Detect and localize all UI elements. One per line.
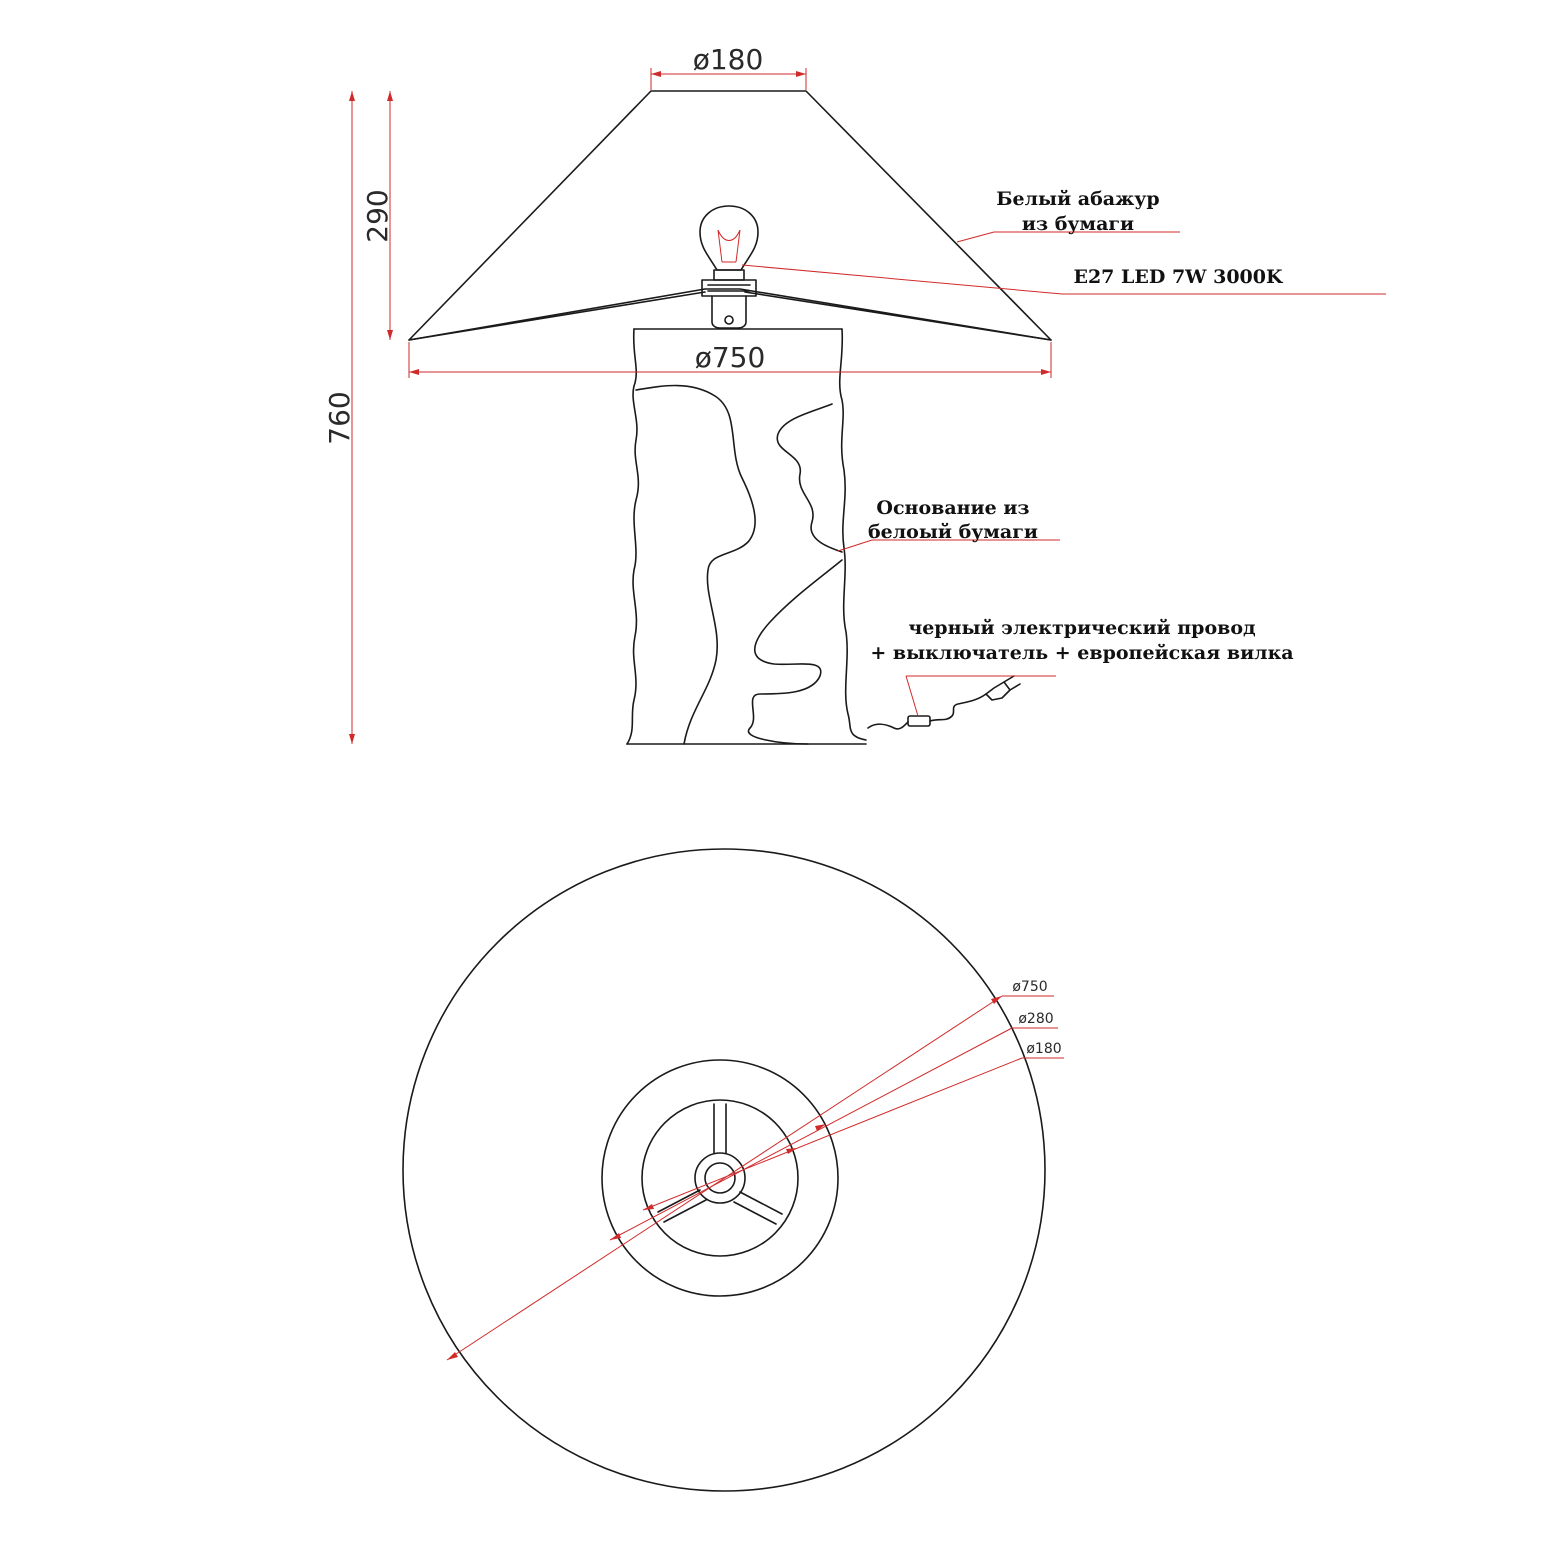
shade-inner-edge <box>745 292 1051 340</box>
lampshade <box>409 91 1051 340</box>
top-view <box>403 849 1064 1491</box>
socket-ring-outer <box>695 1153 745 1203</box>
dim-shade-height: 290 <box>361 189 394 243</box>
dim-total-height: 760 <box>323 391 356 445</box>
label-base-line1: Основание из <box>876 497 1030 519</box>
dim-top-diameter: ø180 <box>692 43 764 76</box>
dim-outer-diameter: ø750 <box>1012 979 1048 995</box>
dim-middle-diameter: ø280 <box>1018 1011 1054 1027</box>
shade-spokes <box>658 1104 782 1224</box>
dim-shade-diameter: ø750 <box>694 341 766 374</box>
top-dimension-lines <box>447 996 1064 1360</box>
middle-circle <box>602 1060 838 1296</box>
outer-circle <box>403 849 1048 1491</box>
label-cord-line1: черный электрический провод <box>908 617 1256 639</box>
shade-inner-edge <box>409 292 705 340</box>
power-cord <box>868 676 1020 729</box>
bulb-icon <box>700 206 758 328</box>
label-shade-line1: Белый абажур <box>996 188 1160 210</box>
label-bulb: E27 LED 7W 3000K <box>1073 266 1283 288</box>
label-cord-line2: + выключатель + европейская вилка <box>870 642 1294 664</box>
label-base-line2: белоый бумаги <box>868 521 1038 543</box>
inner-circle <box>642 1100 798 1256</box>
paper-base <box>627 329 866 744</box>
label-shade-line2: из бумаги <box>1021 213 1135 235</box>
socket-ring-inner <box>705 1163 735 1193</box>
switch-icon <box>908 716 930 726</box>
side-view <box>323 43 1386 744</box>
dim-inner-diameter: ø180 <box>1026 1041 1062 1057</box>
plug-icon <box>986 676 1020 700</box>
